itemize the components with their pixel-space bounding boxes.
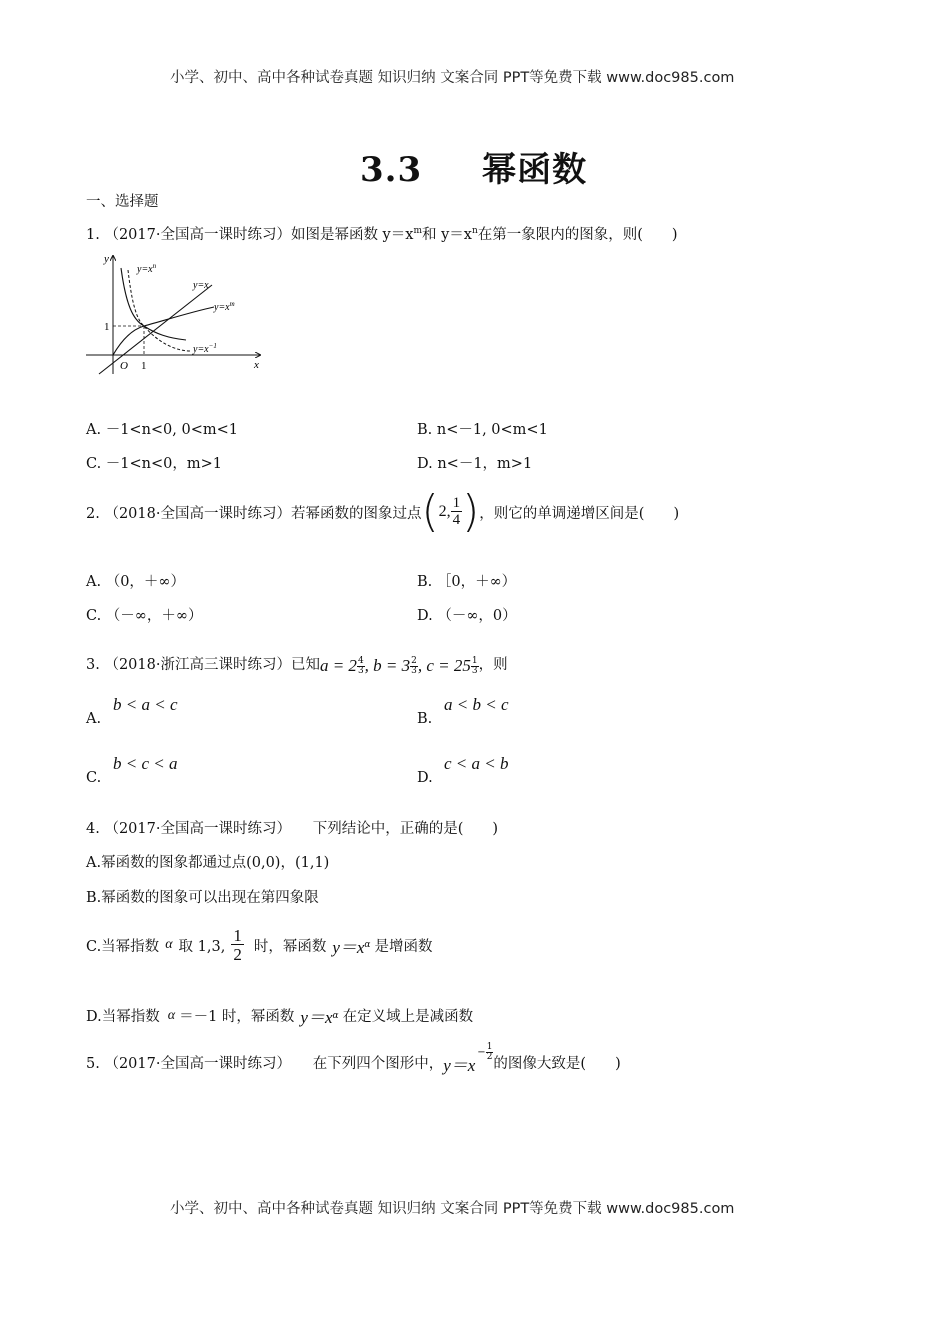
q3-option-b-label: B. [417,711,433,727]
curve-y-x [99,285,212,374]
q4-option-d: D.当幂指数 α ＝－1 时，幂函数 y＝x α 在定义域上是减函数 [86,1007,474,1027]
point-fraction: $\frac{1}{4}$ [452,495,461,528]
graph-x-label: x [254,359,259,371]
question-3-stem: 3. （2018·浙江高三课时练习）已知 a = 2 4 3 , b = 3 2 3 , c = 25 1 3 ，则 [86,656,508,676]
power-function-graph [86,250,266,375]
graph-y-label: y [104,253,109,265]
question-2-stem: 2. （2018·全国高一课时练习）若幂函数的图象过点 ( 2, $\frac{1}{4}$ ) ，则它的单调递增区间是( ) [86,486,680,537]
label-x: y=x [193,280,209,291]
title-number: 3.3 [360,150,423,190]
label-xm: $y=x^m$ [214,300,235,313]
section-heading: 一、选择题 [86,194,159,210]
label-xinv: $y=x^{-1}$ [193,342,217,355]
q2-option-a: A. （0，＋∞） [86,574,185,590]
q1-option-b: B. n<－1, 0<m<1 [417,422,548,438]
q3-option-b-expr: a < b < c [444,695,509,714]
header-banner: 小学、初中、高中各种试卷真题 知识归纳 文案合同 PPT等免费下载 www.doc985.com [170,70,735,86]
q3-option-c-expr: b < c < a [113,754,178,773]
title-text: 幂函数 [482,150,588,190]
q3-option-c-label: C. [86,770,102,786]
question-4-stem: 4. （2017·全国高一课时练习） 下列结论中，正确的是( ) [86,821,499,837]
q1-option-c: C. －1<n<0，m>1 [86,456,223,472]
footer-banner: 小学、初中、高中各种试卷真题 知识归纳 文案合同 PPT等免费下载 www.doc985.com [170,1201,735,1217]
graph-origin: O [120,360,128,372]
q1-option-a: A. －1<n<0, 0<m<1 [86,422,238,438]
page-title [360,142,587,191]
label-xn: $y=x^n$ [137,262,157,275]
q4-option-b: B.幂函数的图象可以出现在第四象限 [86,890,319,906]
q1-option-d: D. n<－1，m>1 [417,456,533,472]
q4-option-a: A.幂函数的图象都通过点(0,0)，(1,1) [86,855,330,871]
q3-option-a-expr: b < a < c [113,695,178,714]
q3-option-d-expr: c < a < b [444,754,509,773]
graph-tick-x: 1 [141,360,147,372]
curve-y-xinv [128,270,191,351]
q2-option-c: C. （－∞，＋∞） [86,608,203,624]
graph-tick-y: 1 [104,321,110,333]
q2-option-b: B. ［0，＋∞） [417,574,517,590]
question-5-stem: 5. （2017·全国高一课时练习） 在下列四个图形中， y＝x − $\frac{1}{2}$ 的图像大致是( ) [86,1042,621,1075]
question-1-stem: 1. （2017·全国高一课时练习）如图是幂函数 $y=x^m$和 $y=x^n$在第一象限内的图象，则( ) [86,226,678,243]
q2-option-d: D. （－∞，0） [417,608,517,624]
q3-option-d-label: D. [417,770,433,786]
q3-option-a-label: A. [86,711,102,727]
curve-y-xn [121,268,186,340]
q4-option-c: C.当幂指数 α 取 1,3, $\frac{1}{2}$ 时，幂函数 y＝x α 是增函数 [86,926,433,964]
